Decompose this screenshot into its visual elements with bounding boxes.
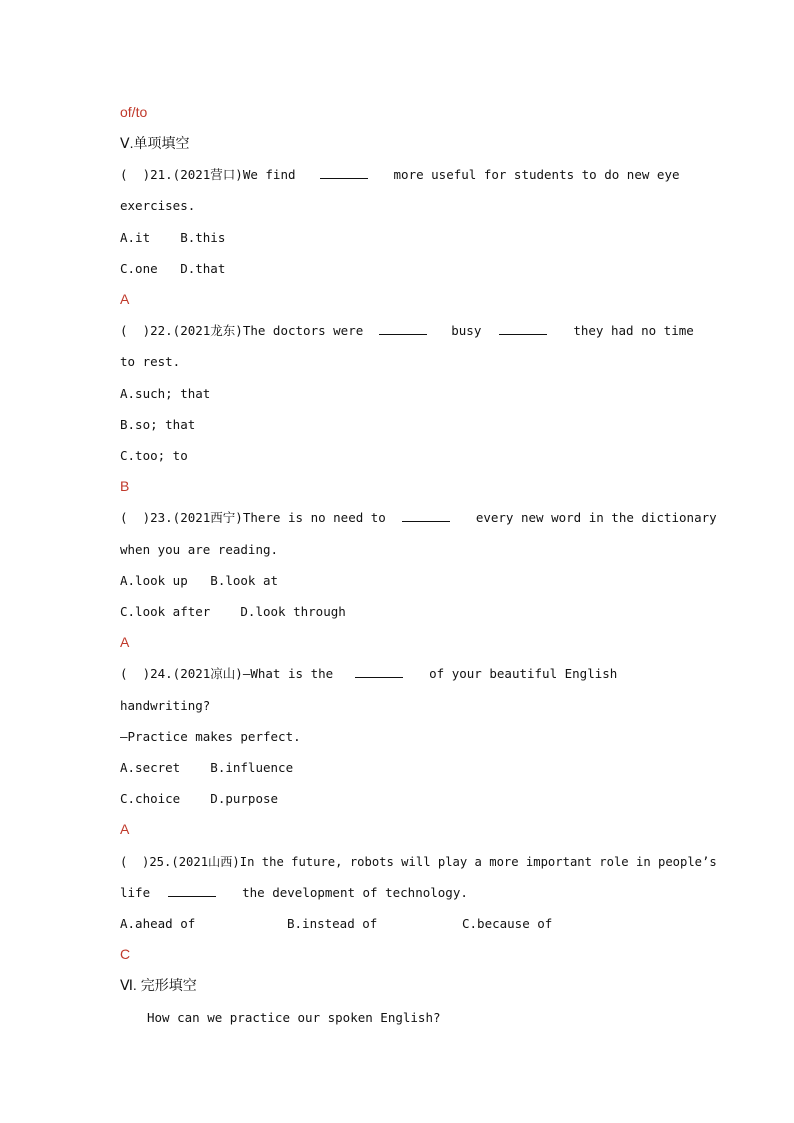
question-24: ( )24.(2021凉山)—What is the of your beautiful English (120, 666, 618, 681)
section-title: Ⅴ.单项填空 (120, 135, 190, 151)
section-title: Ⅵ. 完形填空 (120, 977, 197, 993)
fill-blank (320, 167, 368, 179)
question-24-options-2: C.choice D.purpose (120, 791, 279, 806)
question-25: ( )25.(2021山西)In the future, robots will play a more important role in people’s (120, 855, 717, 869)
question-23-answer: A (120, 634, 130, 650)
question-23-options-2: C.look after D.look through (120, 604, 346, 619)
question-22-option-b: B.so; that (120, 417, 196, 432)
fill-blank (355, 666, 403, 678)
question-24-options-1: A.secret B.influence (120, 760, 294, 775)
question-25-option-b: B.instead of (287, 916, 378, 931)
question-25-option-c: C.because of (462, 916, 553, 931)
fill-blank (499, 323, 547, 335)
fill-blank (379, 323, 427, 335)
question-21: ( )21.(2021营口)We find more useful for students to do new eye (120, 167, 680, 182)
question-24-answer: A (120, 821, 130, 837)
question-24-continuation: handwriting? (120, 698, 211, 713)
question-22-option-c: C.too; to (120, 448, 188, 463)
question-22: ( )22.(2021龙东)The doctors were busy they had no time (120, 323, 694, 338)
question-25-continuation: life the development of technology. (120, 885, 468, 900)
fill-blank (402, 510, 450, 522)
question-21-options-1: A.it B.this (120, 230, 226, 245)
fill-blank (168, 885, 216, 897)
question-23-continuation: when you are reading. (120, 542, 279, 557)
question-23-options-1: A.look up B.look at (120, 573, 279, 588)
question-24-reply: —Practice makes perfect. (120, 729, 301, 744)
passage-title: How can we practice our spoken English? (147, 1010, 441, 1025)
question-21-options-2: C.one D.that (120, 261, 226, 276)
answer-text: of/to (120, 104, 148, 120)
question-22-continuation: to rest. (120, 354, 181, 369)
question-23: ( )23.(2021西宁)There is no need to every new word in the dictionary (120, 510, 717, 525)
question-21-answer: A (120, 291, 130, 307)
question-25-answer: C (120, 946, 131, 962)
question-22-option-a: A.such; that (120, 386, 211, 401)
question-25-option-a: A.ahead of (120, 916, 196, 931)
question-21-continuation: exercises. (120, 198, 196, 213)
question-22-answer: B (120, 478, 130, 494)
